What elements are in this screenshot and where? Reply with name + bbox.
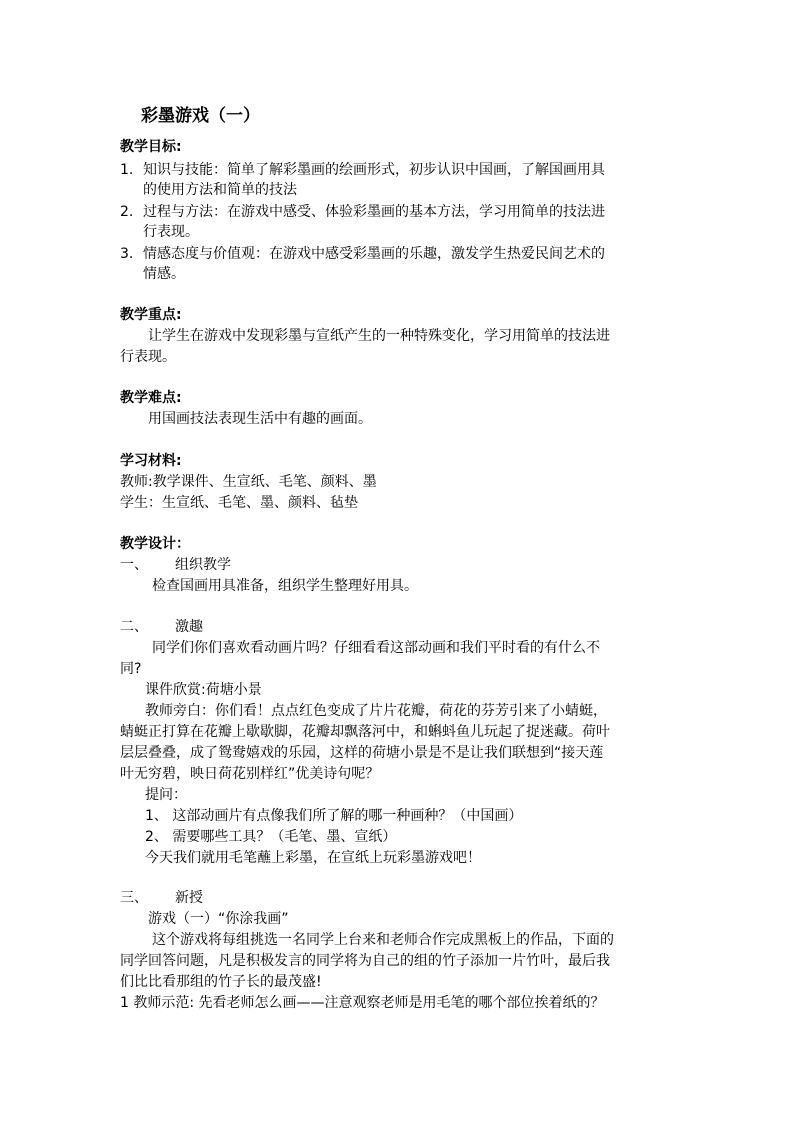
section-1-title: 组织教学	[175, 557, 231, 573]
objective-1-number: 1.	[120, 162, 134, 178]
materials-student: 学生：生宣纸、毛笔、墨、颜料、毡垫	[120, 495, 358, 511]
materials-heading: 学习材料:	[120, 453, 182, 469]
section-2-para-1-line-2: 同?	[120, 661, 142, 677]
key-points-heading: 教学重点:	[120, 307, 182, 323]
objective-2-line-2: 行表现。	[143, 224, 199, 240]
section-3-para-2-line-3: 们比比看那组的竹子长的最茂盛!	[120, 974, 322, 990]
section-2-para-3-line-1: 教师旁白：你们看！点点红色变成了片片花瓣，荷花的芬芳引来了小蜻蜓，	[145, 703, 607, 719]
section-1-line-1: 检查国画用具准备，组织学生整理好用具。	[152, 578, 418, 594]
section-3-para-1: 游戏（一）“你涂我画”	[148, 911, 289, 927]
section-2-question-1: 1、 这部动画片有点像我们所了解的哪一种画种？（中国画）	[145, 808, 523, 824]
section-3-title: 新授	[175, 890, 203, 906]
section-2-para-3-line-2: 蜻蜓正打算在花瓣上歇歇脚，花瓣却飘落河中，和蝌蚪鱼儿玩起了捉迷藏。荷叶	[120, 724, 610, 740]
section-2-para-2: 课件欣赏:荷塘小景	[145, 682, 262, 698]
key-points-line-1: 让学生在游戏中发现彩墨与宣纸产生的一种特殊变化，学习用简单的技法进	[148, 328, 610, 344]
materials-teacher: 教师:教学课件、生宣纸、毛笔、颜料、墨	[120, 474, 377, 490]
section-3-para-2-line-1: 这个游戏将每组挑选一名同学上台来和老师合作完成黑板上的作品，下面的	[152, 932, 614, 948]
objectives-heading: 教学目标:	[120, 139, 182, 155]
section-2-number: 二、	[120, 619, 148, 635]
document-title: 彩墨游戏（一）	[141, 106, 260, 126]
section-3-number: 三、	[120, 890, 148, 906]
section-2-para-5: 今天我们就用毛笔蘸上彩墨，在宣纸上玩彩墨游戏吧！	[145, 850, 481, 866]
objective-3-number: 3.	[120, 246, 134, 262]
objective-3-line-2: 情感。	[143, 266, 185, 282]
difficulties-heading: 教学难点:	[120, 390, 182, 406]
section-3-para-2-line-2: 同学回答问题，凡是积极发言的同学将为自己的组的竹子添加一片竹叶，最后我	[120, 953, 610, 969]
objective-3-line-1: 情感态度与价值观：在游戏中感受彩墨画的乐趣，激发学生热爱民间艺术的	[143, 246, 605, 262]
section-2-para-1-line-1: 同学们你们喜欢看动画片吗？仔细看看这部动画和我们平时看的有什么不	[152, 640, 600, 656]
objective-2-number: 2.	[120, 204, 134, 220]
objective-1-line-1: 知识与技能：简单了解彩墨画的绘画形式，初步认识中国画，了解国画用具	[143, 162, 605, 178]
objective-1-line-2: 的使用方法和简单的技法	[143, 182, 297, 198]
section-2-question-prompt: 提问：	[145, 787, 187, 803]
key-points-line-2: 行表现。	[120, 349, 176, 365]
difficulties-line-1: 用国画技法表现生活中有趣的画面。	[148, 411, 372, 427]
objective-2-line-1: 过程与方法：在游戏中感受、体验彩墨画的基本方法，学习用简单的技法进	[143, 204, 605, 220]
section-2-para-3-line-4: 叶无穷碧，映日荷花别样红”优美诗句呢？	[120, 766, 380, 782]
section-1-number: 一、	[120, 557, 148, 573]
section-2-para-3-line-3: 层层叠叠，成了鸳鸯嬉戏的乐园，这样的荷塘小景是不是让我们联想到“接天莲	[120, 745, 604, 761]
section-2-question-2: 2、 需要哪些工具？（毛笔、墨、宣纸）	[145, 829, 397, 845]
section-3-para-3: 1 教师示范: 先看老师怎么画——注意观察老师是用毛笔的哪个部位挨着纸的？	[120, 995, 605, 1011]
section-2-title: 激趣	[175, 619, 203, 635]
design-heading: 教学设计：	[120, 536, 190, 552]
